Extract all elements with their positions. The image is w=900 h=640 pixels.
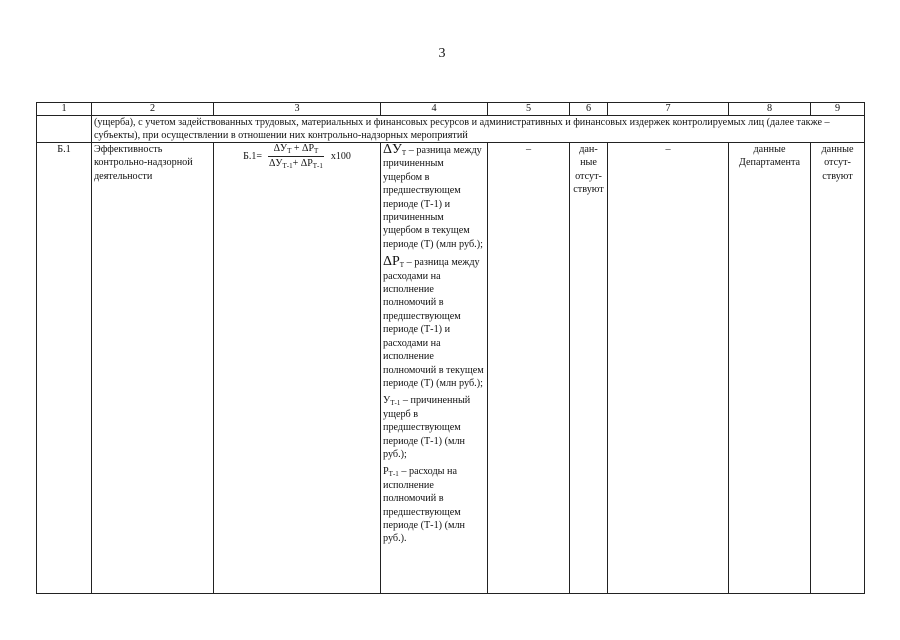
- definition-prior-expenses: $Р_{Т-1}$ – расходы на исполнение полномочий в предшествующем периоде (Т-1) (млн руб.).: [383, 466, 465, 545]
- column-7-value: –: [608, 143, 729, 594]
- indicator-name: Эффективность контрольно-надзорной деятельности: [92, 143, 214, 594]
- column-number-row: [37, 103, 865, 116]
- column-number-5: 5: [488, 103, 570, 116]
- column-number-8: 8: [729, 103, 811, 116]
- column-number-4: 4: [381, 103, 488, 116]
- column-number-6: 6: [570, 103, 608, 116]
- column-number-3: 3: [214, 103, 381, 116]
- definition-delta-damage: $\Delta У_Т$ – разница между причиненным ущербом в предшествующем периоде (Т-1) и причиненным ущербом в текущем периоде (Т) (млн руб.);: [383, 142, 483, 250]
- formula-lhs: Б.1=: [243, 150, 262, 162]
- formula-expression: [243, 143, 351, 170]
- indicator-table: [36, 102, 865, 594]
- variable-definitions: [381, 143, 488, 594]
- column-6-value: дан-ные отсут-ствуют: [570, 143, 608, 594]
- data-source: данные Департамента: [729, 143, 811, 594]
- column-5-value: –: [488, 143, 570, 594]
- column-number-9: 9: [811, 103, 865, 116]
- formula-denominator: $\Delta У_{Т-1}+ \Delta Р_{Т-1}$: [269, 158, 323, 170]
- section-continuation-row: [37, 116, 865, 143]
- column-number-2: 2: [92, 103, 214, 116]
- formula-multiplier: x100: [330, 150, 351, 162]
- indicator-formula: [214, 143, 381, 594]
- section-empty-cell: [37, 116, 92, 143]
- section-continuation-text: (ущерба), с учетом задействованных трудовых, материальных и финансовых ресурсов и административных и финансовых издержек контролируемых лиц (далее также – субъекты), при осуществлении в отношении них контрольно-надзорных мероприятий: [92, 116, 865, 143]
- formula-numerator: $\Delta У_Т + \Delta Р_Т$: [268, 143, 325, 157]
- indicator-row: [37, 143, 865, 594]
- column-number-1: 1: [37, 103, 92, 116]
- column-number-7: 7: [608, 103, 729, 116]
- column-9-value: данные отсут-ствуют: [811, 143, 865, 594]
- definition-prior-damage: $У_{Т-1}$ – причиненный ущерб в предшествующем периоде (Т-1) (млн руб.);: [383, 395, 471, 460]
- definition-delta-expenses: $\Delta Р_Т$ – разница между расходами на исполнение полномочий в предшествующем периоде (Т-1) и расходами на исполнение полномочий в текущем периоде (Т) (млн руб.);: [383, 254, 484, 389]
- indicator-code: Б.1: [37, 143, 92, 594]
- page-number: 3: [438, 46, 446, 61]
- formula-fraction: [265, 143, 327, 170]
